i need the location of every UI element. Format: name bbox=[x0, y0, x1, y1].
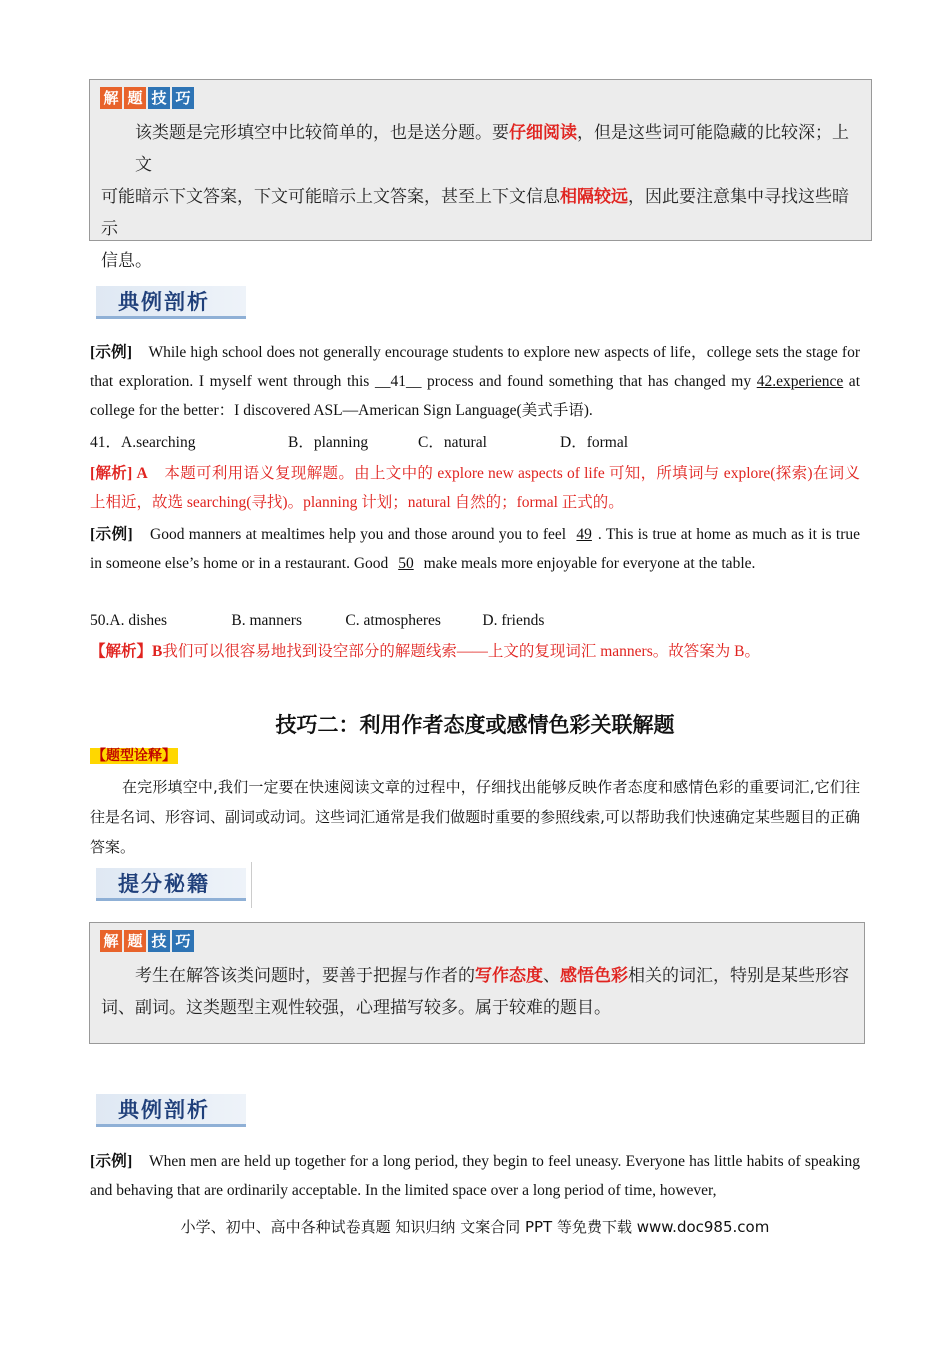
section-header-tips: 提分秘籍 bbox=[96, 864, 246, 904]
section-header-typical-examples: 典例剖析 bbox=[96, 282, 246, 322]
section-header-typical-examples-2: 典例剖析 bbox=[96, 1090, 246, 1130]
tip-badge-2: 解 题 技 巧 bbox=[100, 930, 194, 952]
example-2: [示例] Good manners at mealtimes help you and those around you to feel 49 . This is true at home as much as it is true in someone else’s home or in a restaurant. Good 50 make meals more enjoyable for everyone at the table. bbox=[90, 526, 861, 572]
example-1: [示例] While high school does not generally encourage students to explore new aspects of life，college sets the stage for that exploration. I myself went through this __41__ process and found something that has changed my 42.experience at college for the better：I discovered ASL—American Sign Language(美式手语). bbox=[90, 344, 860, 419]
answer-41: [解析] A 本题可利用语义复现解题。由上文中的 explore new aspects of life 可知，所填词与 explore(探索)在词义上相近，故选 searching(寻找)。planning 计划；natural 自然的；formal 正式的。 bbox=[90, 465, 860, 511]
question-50-options: 50.A. dishes B. manners C. atmospheres D. friends bbox=[90, 612, 545, 629]
tip-box-2 bbox=[89, 922, 865, 1044]
tip-badge-1: 解 题 技 巧 bbox=[100, 87, 194, 109]
question-41-options: 41．A.searching B．planning C．natural D．formal bbox=[90, 434, 629, 451]
answer-50: 【解析】B我们可以很容易地找到设空部分的解题线索——上文的复现词汇 manners。故答案为 B。 bbox=[90, 643, 760, 660]
section-2-body: 在完形填空中,我们一定要在快速阅读文章的过程中，仔细找出能够反映作者态度和感情色彩的重要词汇,它们往往是名词、形容词、副词或动词。这些词汇通常是我们做题时重要的参照线索,可以帮助我们快速确定某些题目的正确答案。 bbox=[90, 778, 860, 856]
divider-line bbox=[251, 862, 252, 908]
section-2-label: 【题型诠释】 bbox=[92, 748, 176, 764]
tip-2-text: 考生在解答该类问题时，要善于把握与作者的写作态度、感悟色彩相关的词汇，特别是某些形容 词、副词。这类题型主观性较强，心理描写较多。属于较难的题目。 bbox=[101, 966, 849, 1018]
tip-box-1 bbox=[89, 79, 872, 271]
section-2-title: 技巧二：利用作者态度或感情色彩关联解题 bbox=[275, 713, 675, 737]
footer: 小学、初中、高中各种试卷真题 知识归纳 文案合同 PPT 等免费下载 www.doc985.com bbox=[180, 1218, 770, 1236]
example-3: [示例] When men are held up together for a long period, they begin to feel uneasy. Everyone has little habits of speaking and behaving that are ordinarily acceptable. In the limited space over a long period of time, however, bbox=[90, 1153, 860, 1199]
tip-1-text: 该类题是完形填空中比较简单的，也是送分题。要仔细阅读，但是这些词可能隐藏的比较深；上文 可能暗示下文答案，下文可能暗示上文答案，甚至上下文信息相隔较远，因此要注意集中寻找这些暗示 信息。 bbox=[101, 123, 849, 271]
